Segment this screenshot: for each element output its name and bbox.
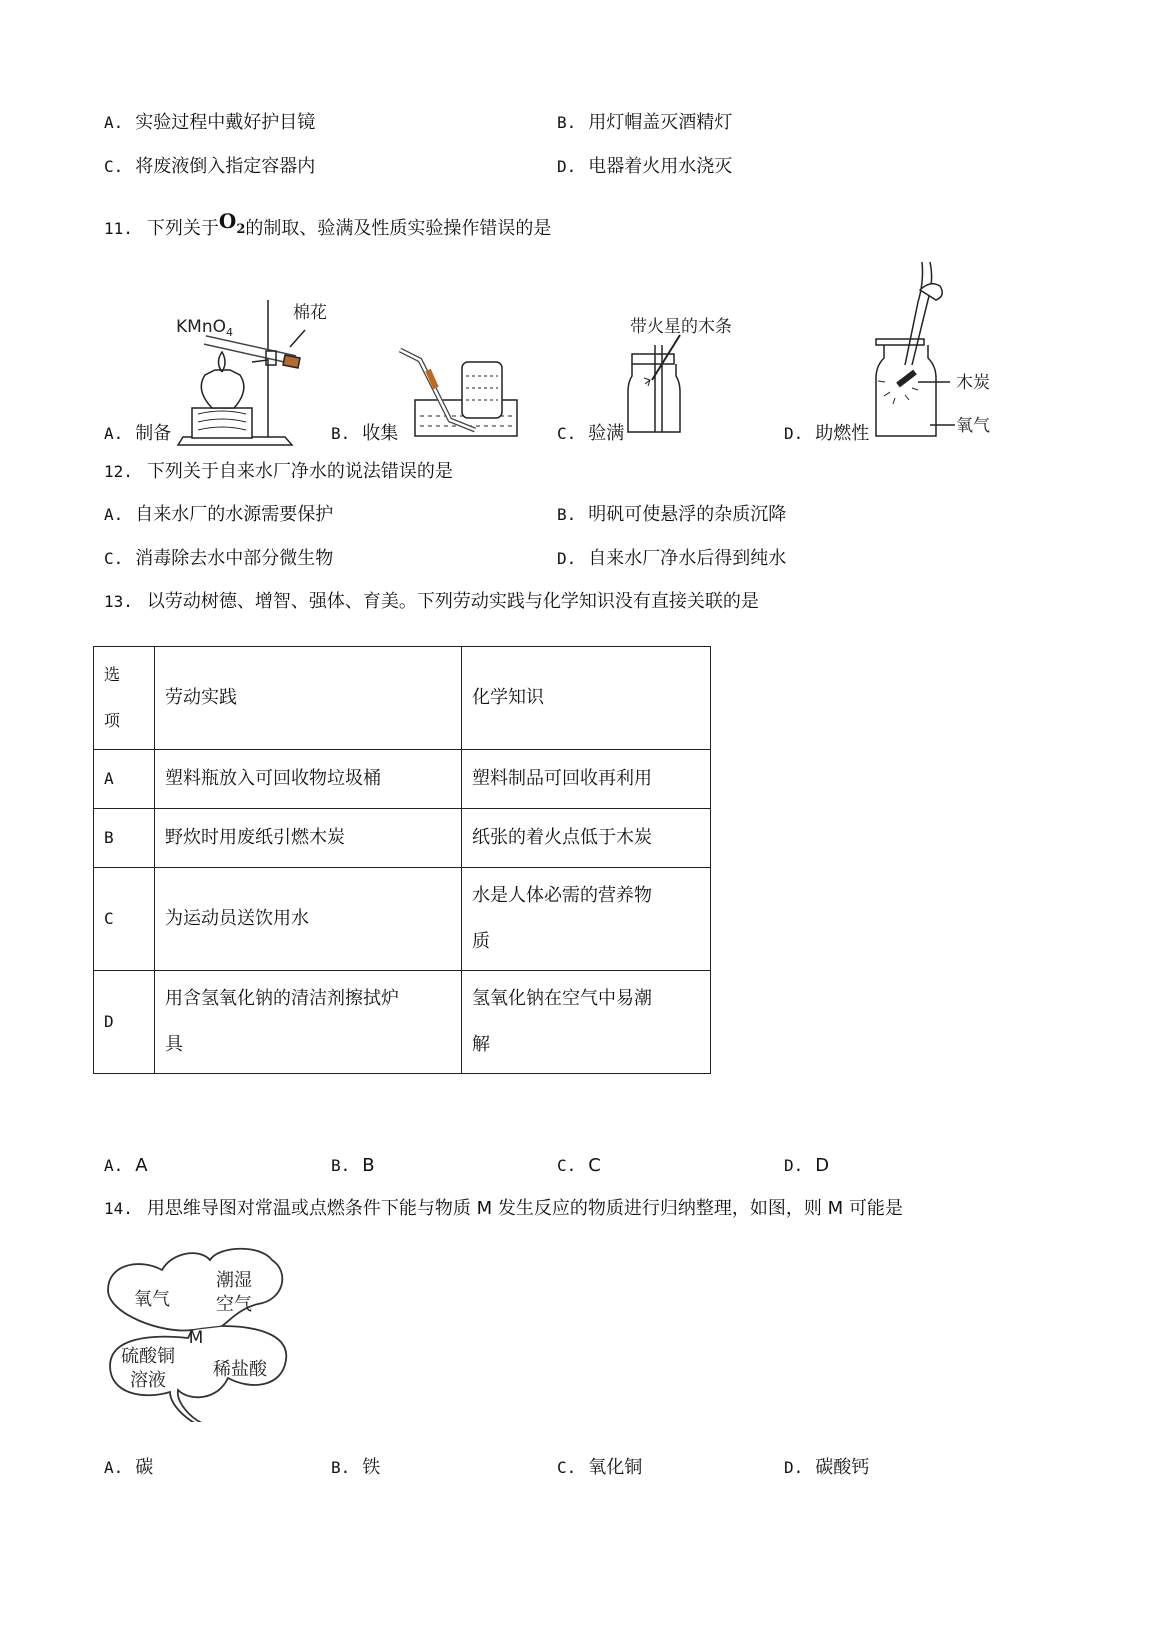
- q11-option-d: [784, 422, 869, 446]
- cuso4-leaf-label-2: 溶液: [130, 1370, 166, 1391]
- q12-option-d: [557, 547, 786, 571]
- oxygen-label: 氧气: [956, 416, 990, 436]
- q12-option-b: [557, 503, 786, 527]
- q13-option-c: [557, 1154, 601, 1178]
- question-number: 13.: [104, 592, 133, 611]
- header-option: 选 项: [94, 647, 155, 750]
- option-text: 自来水厂净水后得到纯水: [588, 548, 787, 569]
- option-label: C.: [557, 1156, 577, 1175]
- header-knowledge: 化学知识: [462, 647, 711, 750]
- option-text: 验满: [588, 423, 625, 444]
- option-text: 电器着火用水浇灭: [588, 156, 733, 177]
- option-text: A: [135, 1155, 148, 1176]
- center-m-label: M: [188, 1328, 204, 1348]
- humid-air-leaf-label-1: 潮湿: [216, 1270, 252, 1291]
- option-text: 明矾可使悬浮的杂质沉降: [588, 504, 787, 525]
- option-label: B.: [557, 505, 577, 524]
- q14-clover-mindmap: [100, 1242, 300, 1422]
- q12-option-c: [104, 547, 333, 571]
- stem-text: 以劳动树德、增智、强体、育美。下列劳动实践与化学知识没有直接关联的是: [146, 591, 759, 612]
- stem-text: 下列关于自来水厂净水的说法错误的是: [146, 461, 453, 482]
- option-text: 将废液倒入指定容器内: [135, 156, 316, 177]
- cuso4-leaf-label-1: 硫酸铜: [121, 1346, 175, 1367]
- row-knowledge: 塑料制品可回收再利用: [462, 750, 711, 809]
- option-text: C: [588, 1155, 601, 1176]
- q14-option-d: [784, 1456, 869, 1480]
- q14-stem: [104, 1197, 903, 1221]
- q13-option-d: [784, 1154, 829, 1178]
- q13-stem: [104, 590, 759, 614]
- option-label: B.: [331, 1458, 351, 1477]
- option-label: A.: [104, 424, 124, 443]
- question-number: 14.: [104, 1199, 133, 1218]
- humid-air-leaf-label-2: 空气: [216, 1294, 252, 1315]
- q14-option-b: [331, 1456, 380, 1480]
- table-row: [94, 868, 711, 971]
- option-text: 碳: [135, 1457, 154, 1478]
- option-text: 消毒除去水中部分微生物: [135, 548, 334, 569]
- combustion-apparatus: [876, 262, 955, 436]
- question-number: 12.: [104, 462, 133, 481]
- option-label: C.: [104, 157, 124, 176]
- option-label: C.: [557, 424, 577, 443]
- row-practice: 用含氢氧化钠的清洁剂擦拭炉 具: [155, 971, 462, 1074]
- q10-option-b: [557, 111, 732, 135]
- option-text: B: [362, 1155, 375, 1176]
- option-label: D.: [784, 1458, 804, 1477]
- row-practice: 野炊时用废纸引燃木炭: [155, 809, 462, 868]
- option-label: D.: [557, 157, 577, 176]
- option-text: 氧化铜: [588, 1457, 643, 1478]
- option-label: D.: [784, 424, 804, 443]
- option-label: D.: [557, 549, 577, 568]
- option-text: 收集: [362, 423, 399, 444]
- option-text: 用灯帽盖灭酒精灯: [588, 112, 733, 133]
- header-practice: 劳动实践: [155, 647, 462, 750]
- splint-label: 带火星的木条: [630, 317, 732, 337]
- oxygen-leaf-label: 氧气: [134, 1289, 170, 1310]
- o2-formula: $O_2$: [218, 209, 246, 237]
- cotton-label: 棉花: [293, 303, 327, 323]
- option-label: B.: [331, 424, 351, 443]
- table-row: [94, 809, 711, 868]
- option-text: 助燃性: [815, 423, 870, 444]
- option-text: 自来水厂的水源需要保护: [135, 504, 334, 525]
- row-knowledge: 氢氧化钠在空气中易潮 解: [462, 971, 711, 1074]
- row-practice: 塑料瓶放入可回收物垃圾桶: [155, 750, 462, 809]
- q10-option-c: [104, 155, 315, 179]
- collection-apparatus: [400, 350, 517, 436]
- q13-option-a: [104, 1154, 148, 1178]
- q11-option-b: [331, 422, 398, 446]
- option-label: A.: [104, 1458, 124, 1477]
- option-text: D: [815, 1155, 830, 1176]
- q13-table: [93, 646, 711, 1074]
- table-header-row: [94, 647, 711, 750]
- q11-stem: [104, 209, 552, 248]
- q12-option-a: [104, 503, 333, 527]
- option-label: D.: [784, 1156, 804, 1175]
- stem-text: 用思维导图对常温或点燃条件下能与物质 M 发生反应的物质进行归纳整理，如图，则 M 可能是: [146, 1198, 903, 1219]
- q13-option-b: [331, 1154, 375, 1178]
- question-number: 11.: [104, 219, 133, 238]
- row-knowledge: 水是人体必需的营养物 质: [462, 868, 711, 971]
- row-practice: 为运动员送饮用水: [155, 868, 462, 971]
- option-label: B.: [331, 1156, 351, 1175]
- charcoal-label: 木炭: [956, 373, 990, 393]
- row-option: C: [94, 868, 155, 971]
- q14-option-a: [104, 1456, 153, 1480]
- q10-option-d: [557, 155, 732, 179]
- option-label: A.: [104, 1156, 124, 1175]
- stem-text-after: 的制取、验满及性质实验操作错误的是: [245, 218, 552, 239]
- kmno4-label: KMnO$_4$: [176, 317, 233, 339]
- option-label: A.: [104, 113, 124, 132]
- option-text: 实验过程中戴好护目镜: [135, 112, 316, 133]
- option-label: C.: [557, 1458, 577, 1477]
- row-option: D: [94, 971, 155, 1074]
- stem-text-before: 下列关于: [146, 218, 219, 239]
- table-row: [94, 750, 711, 809]
- row-option: B: [94, 809, 155, 868]
- q11-option-c: [557, 422, 624, 446]
- option-text: 制备: [135, 423, 172, 444]
- q11-option-a: [104, 422, 171, 446]
- option-label: C.: [104, 549, 124, 568]
- row-option: A: [94, 750, 155, 809]
- row-knowledge: 纸张的着火点低于木炭: [462, 809, 711, 868]
- option-label: A.: [104, 505, 124, 524]
- q10-option-a: [104, 111, 315, 135]
- option-label: B.: [557, 113, 577, 132]
- q12-stem: [104, 460, 453, 484]
- q14-option-c: [557, 1456, 642, 1480]
- table-row: [94, 971, 711, 1074]
- test-full-apparatus: [628, 335, 680, 432]
- option-text: 碳酸钙: [815, 1457, 870, 1478]
- hcl-leaf-label: 稀盐酸: [213, 1359, 267, 1380]
- option-text: 铁: [362, 1457, 381, 1478]
